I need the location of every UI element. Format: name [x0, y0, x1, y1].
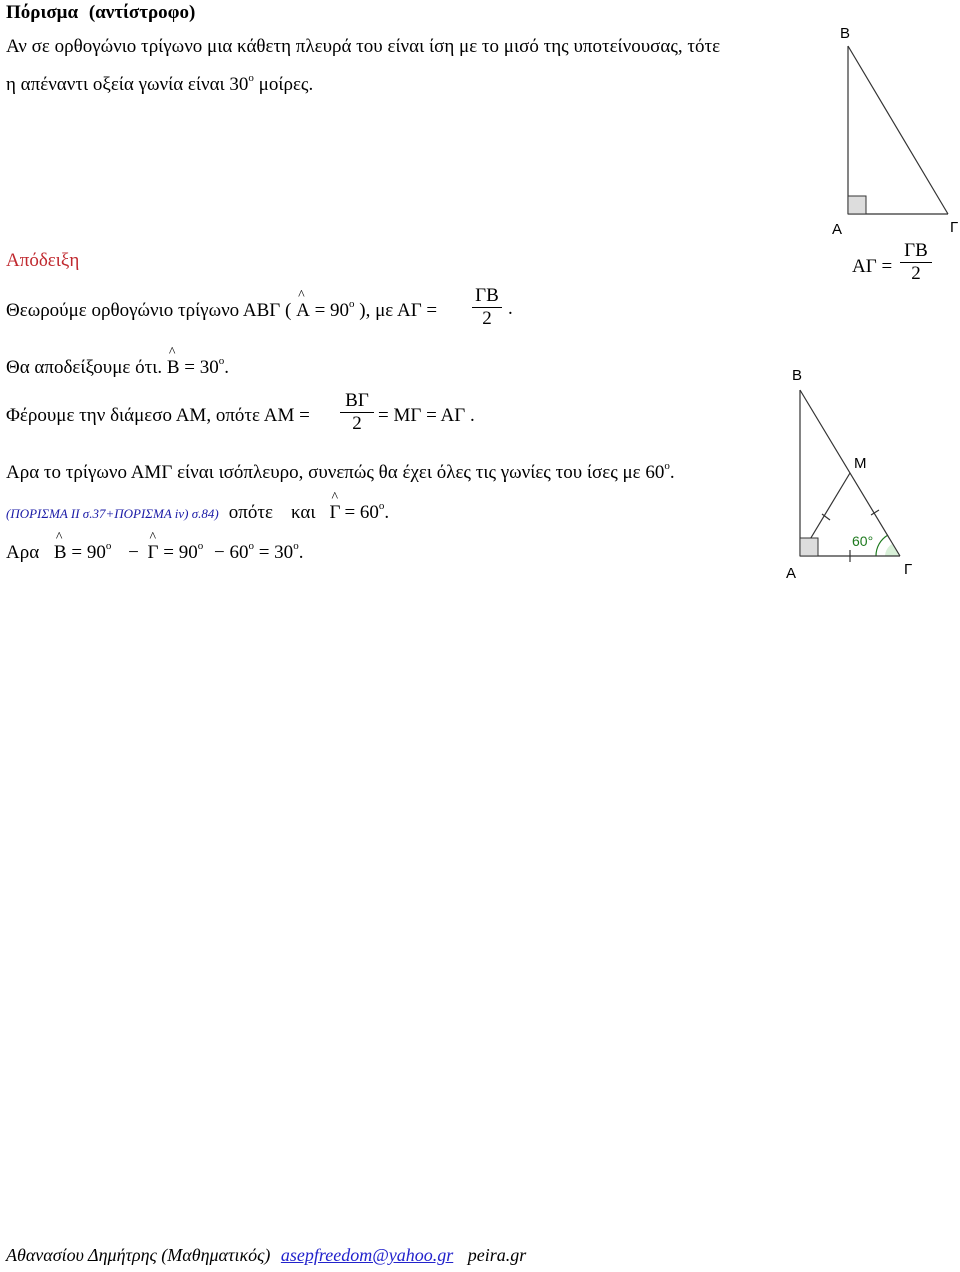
figure-median-triangle: [778, 360, 948, 590]
fraction-numerator: ΒΓ: [345, 390, 369, 411]
angle-G-sector: [885, 544, 900, 556]
proof-heading: Απόδειξη: [6, 250, 80, 271]
minus-sign-2: −: [214, 542, 225, 563]
vertex-label-G: Γ: [904, 561, 913, 578]
minus-sign: −: [128, 542, 139, 563]
statement-line-2-pre: η απέναντι οξεία γωνία είναι 30: [6, 74, 249, 95]
title-text: Πόρισμα: [6, 2, 79, 23]
fraction-numerator: ΓΒ: [475, 285, 499, 306]
statement-line-1: Αν σε ορθογώνιο τρίγωνο μια κάθετη πλευρά του είναι ίση με το μισό της υποτείνουσας, τότε: [6, 36, 721, 57]
footer: [6, 1245, 526, 1266]
vertex-label-B: Β: [840, 25, 851, 42]
equilateral-text: Αρα το τρίγωνο ΑΜΓ είναι ισόπλευρο, συνεπώς θα έχει όλες τις γωνίες του ίσες με 60: [6, 462, 665, 483]
final-line: Αρα ^ $B = 90^o$ − ^ $\Gamma = 90^o - 60^o = 30^o$.: [6, 540, 303, 564]
consider-period: .: [508, 298, 513, 319]
final-eq2: = 90: [163, 542, 198, 563]
right-angle-marker: [800, 538, 818, 556]
angle-label-60: 60°: [852, 533, 874, 549]
fraction-denominator: 2: [352, 413, 362, 434]
footer-author: Αθανασίου Δημήτρης (Μαθηματικός): [6, 1245, 271, 1265]
consider-eq: = 90: [314, 300, 350, 321]
final-pre: Αρα: [6, 542, 40, 563]
footer-email-link[interactable]: asepfreedom@yahoo.gr: [280, 1245, 454, 1265]
final-eq1: = 90: [71, 542, 106, 563]
prove-eq: = 30: [184, 357, 219, 378]
right-angle-marker: [848, 196, 866, 214]
reference-note: (ΠΟΡΙΣΜΑ ΙΙ σ.37+ΠΟΡΙΣΜΑ iv) σ.84): [6, 506, 219, 521]
consider-line: Θεωρούμε ορθογώνιο τρίγωνο ΑΒΓ ( ^ $A = 90^o$ ), με ΑΓ =: [6, 298, 437, 322]
final-G-symbol: ^ Γ: [148, 542, 159, 564]
angle-A-symbol: ^ Α: [296, 300, 310, 322]
fraction-denominator: 2: [482, 308, 492, 329]
statement-line-2-post: μοίρες.: [258, 74, 314, 95]
final-60: 60: [229, 542, 249, 563]
and-text: και: [290, 502, 316, 523]
prove-period: .: [224, 357, 230, 378]
fraction-BG-over-2: [340, 390, 374, 435]
final-eq3: = 30: [258, 542, 294, 563]
point-label-M: Μ: [854, 455, 867, 472]
ref-period: .: [384, 502, 390, 523]
vertex-label-G: Γ: [950, 219, 959, 236]
equilateral-period: .: [669, 462, 675, 483]
then-text: οπότε: [228, 502, 273, 523]
prove-line: Θα αποδείξουμε ότι. ^ $B = 30^o$.: [6, 355, 229, 379]
prove-pre: Θα αποδείξουμε ότι.: [6, 357, 163, 378]
figure-caption-lhs: ΑΓ =: [852, 256, 893, 277]
consider-post: ), με ΑΓ =: [359, 300, 438, 321]
page-title: [6, 2, 195, 24]
angle-B-symbol: ^ Β: [167, 357, 180, 379]
fraction-numerator: ΓΒ: [904, 240, 928, 261]
final-period: .: [298, 542, 304, 563]
reference-line: (ΠΟΡΙΣΜΑ ΙΙ σ.37+ΠΟΡΙΣΜΑ iv) σ.84) οπότε και ^ $\Gamma = 60^o$.: [6, 500, 389, 524]
angle-G-symbol: ^ Γ: [329, 502, 340, 524]
consider-pre: Θεωρούμε ορθογώνιο τρίγωνο ΑΒΓ (: [6, 300, 292, 321]
median-line-pre: Φέρουμε την διάμεσο ΑΜ, οπότε ΑΜ =: [6, 405, 310, 426]
fraction-denominator: 2: [911, 263, 921, 284]
figure-caption-fraction: [900, 240, 932, 285]
footer-site: peira.gr: [467, 1245, 527, 1265]
final-B-symbol: ^ Β: [54, 542, 67, 564]
vertex-label-A: Α: [786, 565, 797, 582]
title-paren: (αντίστροφο): [88, 2, 196, 23]
equilateral-line: Αρα το τρίγωνο ΑΜΓ είναι ισόπλευρο, συνεπώς θα έχει όλες τις γωνίες του ίσες με 60$^o$.: [6, 460, 675, 483]
vertex-label-A: Α: [832, 221, 843, 238]
side-BG: [848, 46, 948, 214]
G-eq: = 60: [344, 502, 379, 523]
median-line-post: = ΜΓ = ΑΓ .: [378, 405, 475, 426]
vertex-label-B: Β: [792, 367, 803, 384]
fraction-GB-over-2: [472, 285, 502, 330]
statement-line-2: η απέναντι οξεία γωνία είναι 30$^o$ μοίρες.: [6, 72, 314, 95]
